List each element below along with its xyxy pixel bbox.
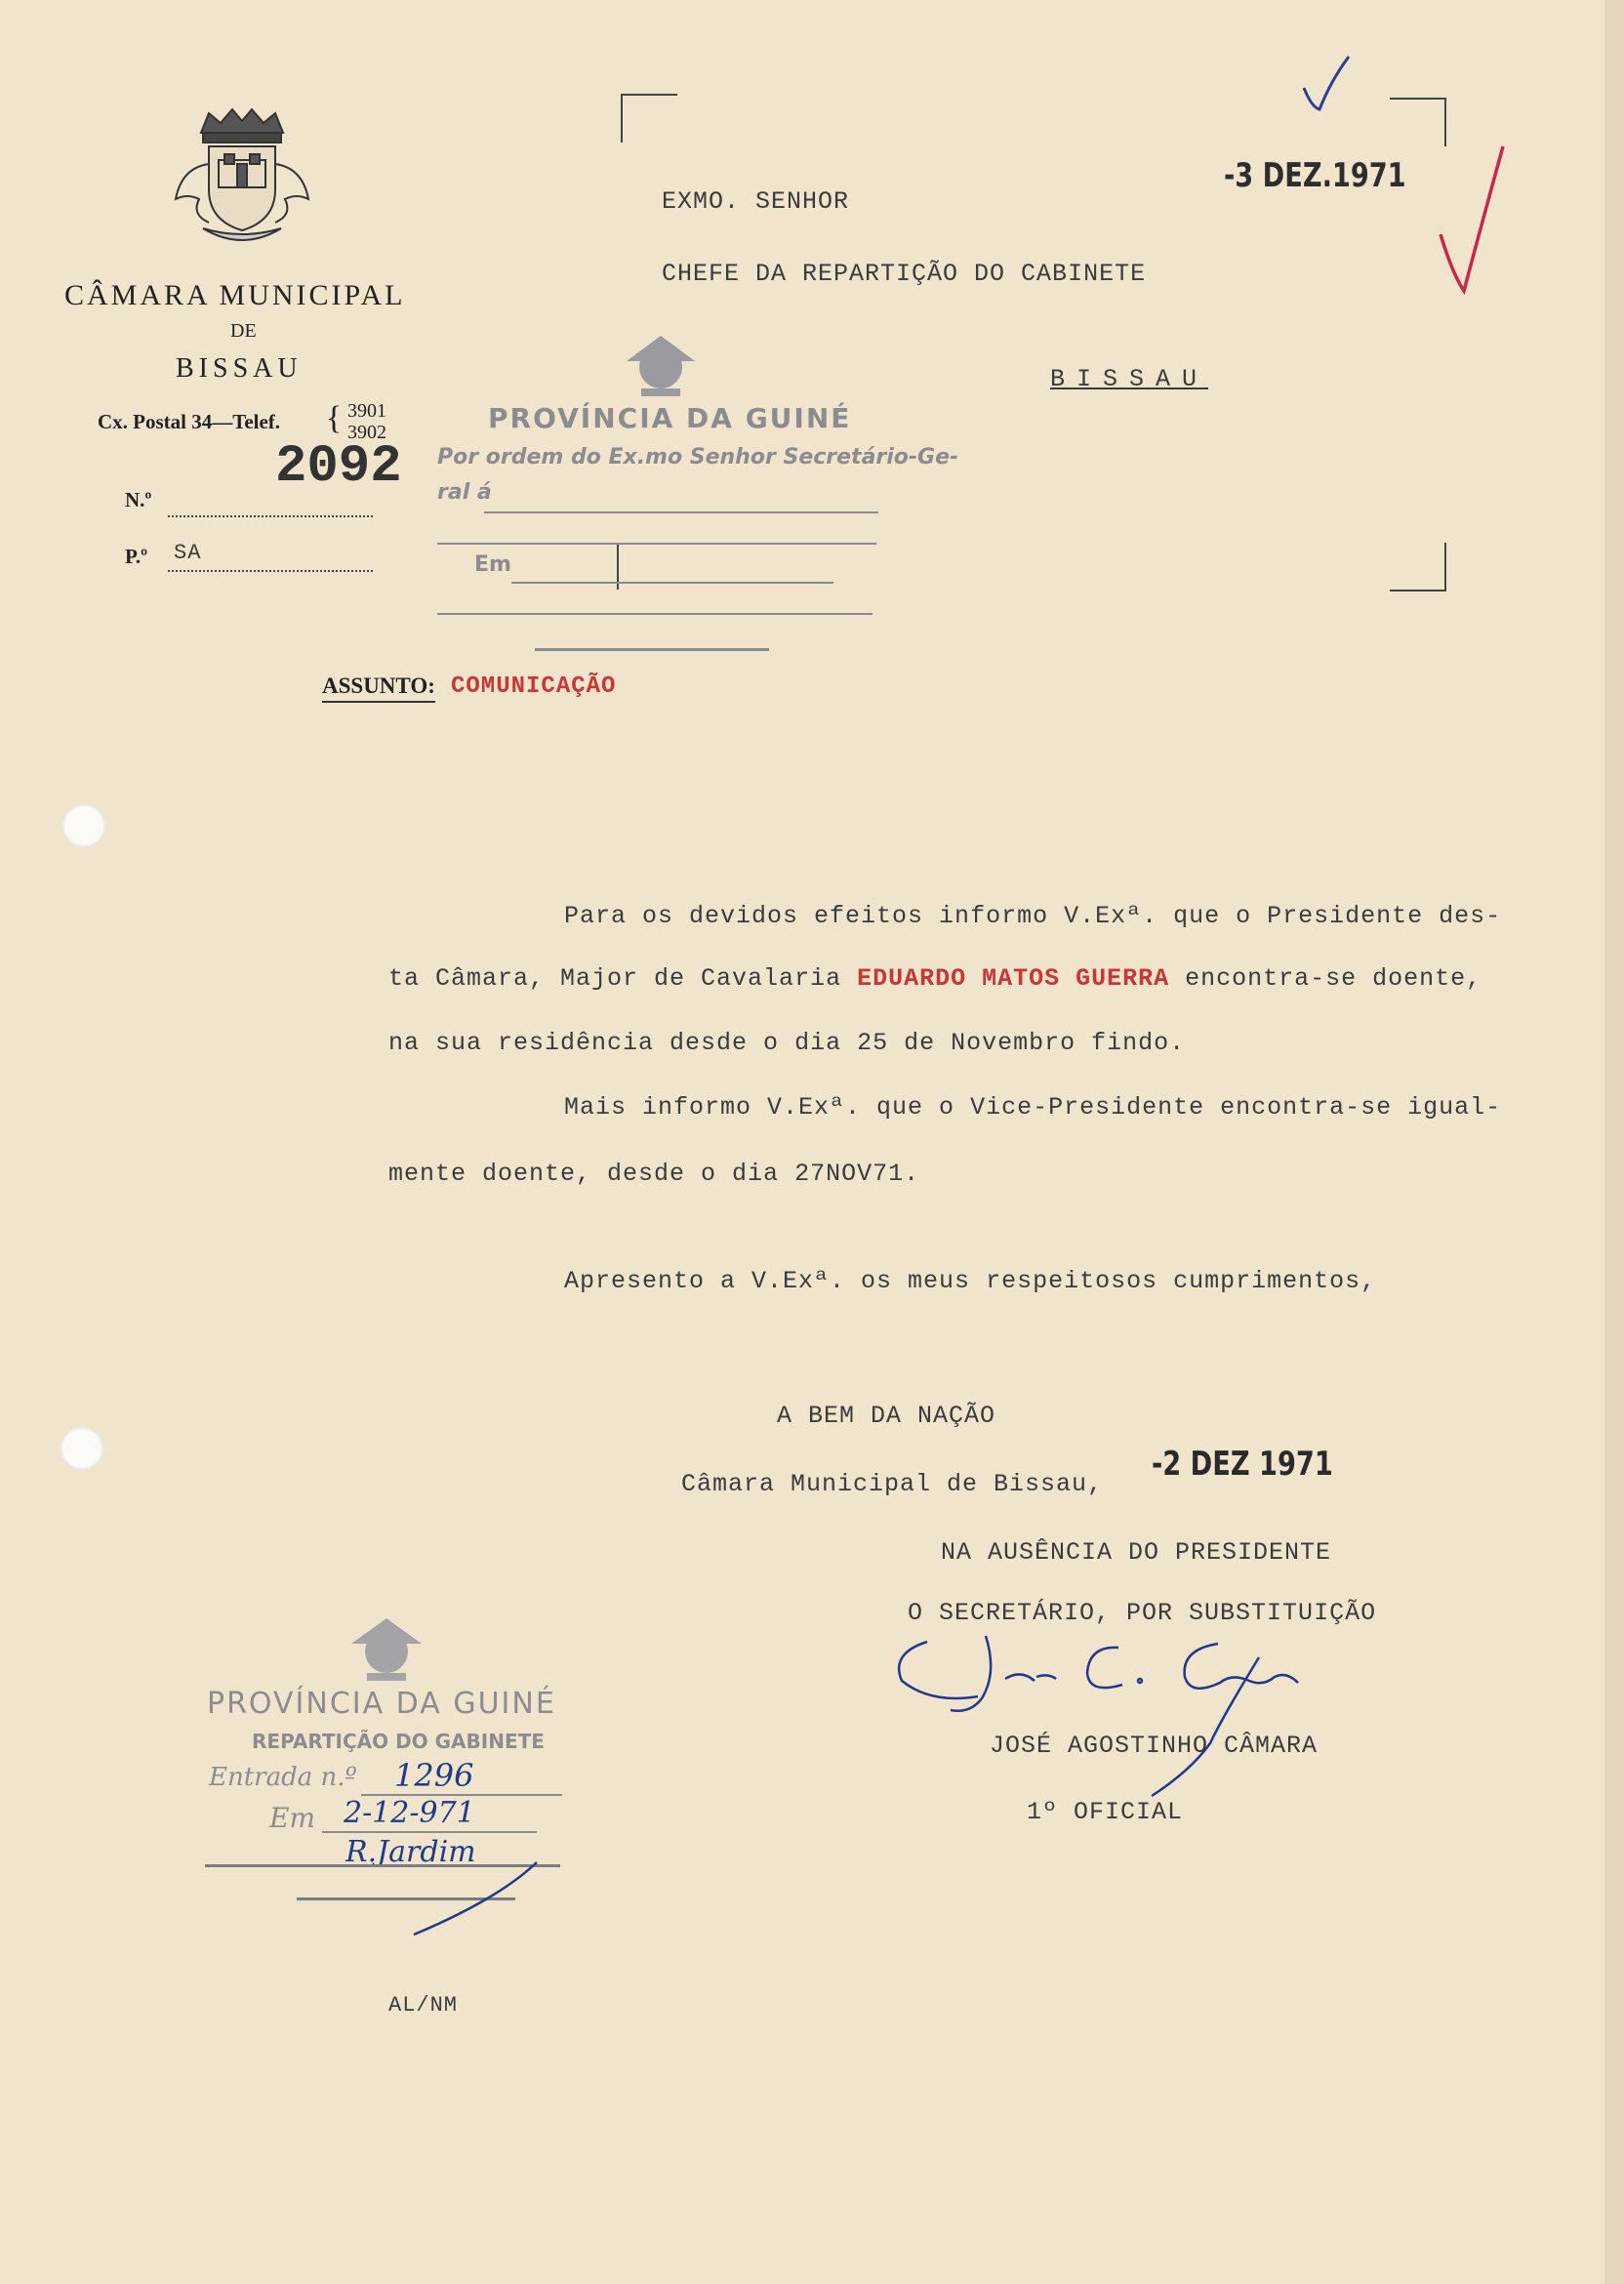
letterhead-line2: DE: [230, 320, 257, 342]
entry-stamp-office: REPARTIÇÃO DO GABINETE: [252, 1730, 545, 1753]
process-label: P.º: [125, 545, 148, 568]
body-p2-line2: mente doente, desde o dia 27NOV71.: [388, 1160, 920, 1188]
president-name: EDUARDO MATOS GUERRA: [857, 964, 1170, 993]
secretary-line: O SECRETÁRIO, POR SUBSTITUIÇÃO: [908, 1599, 1377, 1627]
routing-stamp-to: ral á: [437, 480, 492, 505]
crest-stamp-icon: [617, 332, 705, 400]
subject-value: COMUNICAÇÃO: [451, 673, 617, 700]
phone-brace: {: [326, 400, 343, 436]
number-value: 2092: [275, 437, 402, 497]
dispatch-date-stamp: -2 DEZ 1971: [1152, 1445, 1333, 1484]
body-p1-line3: na sua residência desde o dia 25 de Novembro findo.: [388, 1029, 1186, 1057]
postal-info: Cx. Postal 34—Telef.: [98, 410, 281, 433]
entry-stamp-title: PROVÍNCIA DA GUINÉ: [207, 1687, 556, 1721]
received-date-stamp: -3 DEZ.1971: [1224, 156, 1406, 195]
routing-stamp-title: PROVÍNCIA DA GUINÉ: [488, 402, 852, 434]
addressee-office: CHEFE DA REPARTIÇÃO DO CABINETE: [662, 260, 1147, 288]
punch-hole: [62, 804, 105, 847]
address-frame-corner: [1390, 543, 1446, 591]
number-line: [168, 515, 373, 517]
motto: A BEM DA NAÇÃO: [777, 1402, 996, 1430]
signatory-title: 1º OFICIAL: [1027, 1798, 1184, 1826]
process-line: [168, 570, 373, 572]
place-line: Câmara Municipal de Bissau,: [681, 1470, 1104, 1498]
body-p1-line2-start: ta Câmara, Major de Cavalaria: [388, 964, 858, 993]
phone-1: 3901: [347, 400, 386, 422]
check-mark-icon: [1298, 51, 1357, 119]
entry-initials: R.Jardim: [345, 1835, 476, 1869]
signatory-name: JOSÉ AGOSTINHO CÂMARA: [990, 1732, 1319, 1760]
routing-line: [437, 543, 876, 545]
crest-stamp-icon: [340, 1614, 433, 1687]
body-p1-line2-end: encontra-se doente,: [1169, 964, 1482, 993]
entry-date-label: Em: [269, 1802, 315, 1834]
entry-date-line: [322, 1831, 537, 1833]
routing-stamp-order: Por ordem do Ex.mo Senhor Secretário-Ge-: [437, 445, 959, 469]
letterhead-line3: BISSAU: [176, 353, 303, 384]
routing-line: [511, 582, 833, 584]
reference-initials: AL/NM: [388, 1993, 459, 2018]
phone-2: 3902: [347, 422, 386, 443]
body-p1-line1: Para os devidos efeitos informo V.Exª. que o Presidente des-: [564, 902, 1502, 930]
addressee-city: BISSAU: [1050, 365, 1209, 393]
address-frame-corner: [621, 94, 677, 143]
body-p2-line1: Mais informo V.Exª. que o Vice-Presidente encontra-se igual-: [564, 1093, 1502, 1122]
entry-date-value: 2-12-971: [344, 1796, 475, 1830]
routing-line: [437, 613, 873, 615]
entry-number-value: 1296: [394, 1757, 474, 1794]
addressee-salutation: EXMO. SENHOR: [662, 187, 850, 216]
number-label: N.º: [125, 488, 152, 511]
body-p1-line2: [388, 964, 1482, 993]
routing-line: [484, 511, 878, 513]
absence-line: NA AUSÊNCIA DO PRESIDENTE: [941, 1538, 1332, 1567]
punch-hole: [61, 1427, 103, 1470]
routing-stamp-em: Em: [474, 552, 511, 577]
coat-of-arms-icon: [164, 105, 320, 252]
process-value: SA: [174, 541, 202, 565]
subject-label: ASSUNTO:: [322, 673, 435, 703]
red-check-mark-icon: [1431, 137, 1519, 303]
routing-line: [535, 648, 769, 651]
entry-number-label: Entrada n.º: [209, 1763, 357, 1792]
letterhead-line1: CÂMARA MUNICIPAL: [64, 279, 406, 311]
body-p3: Apresento a V.Exª. os meus respeitosos cumprimentos,: [564, 1267, 1377, 1295]
entry-initials-stroke: [400, 1853, 547, 1940]
